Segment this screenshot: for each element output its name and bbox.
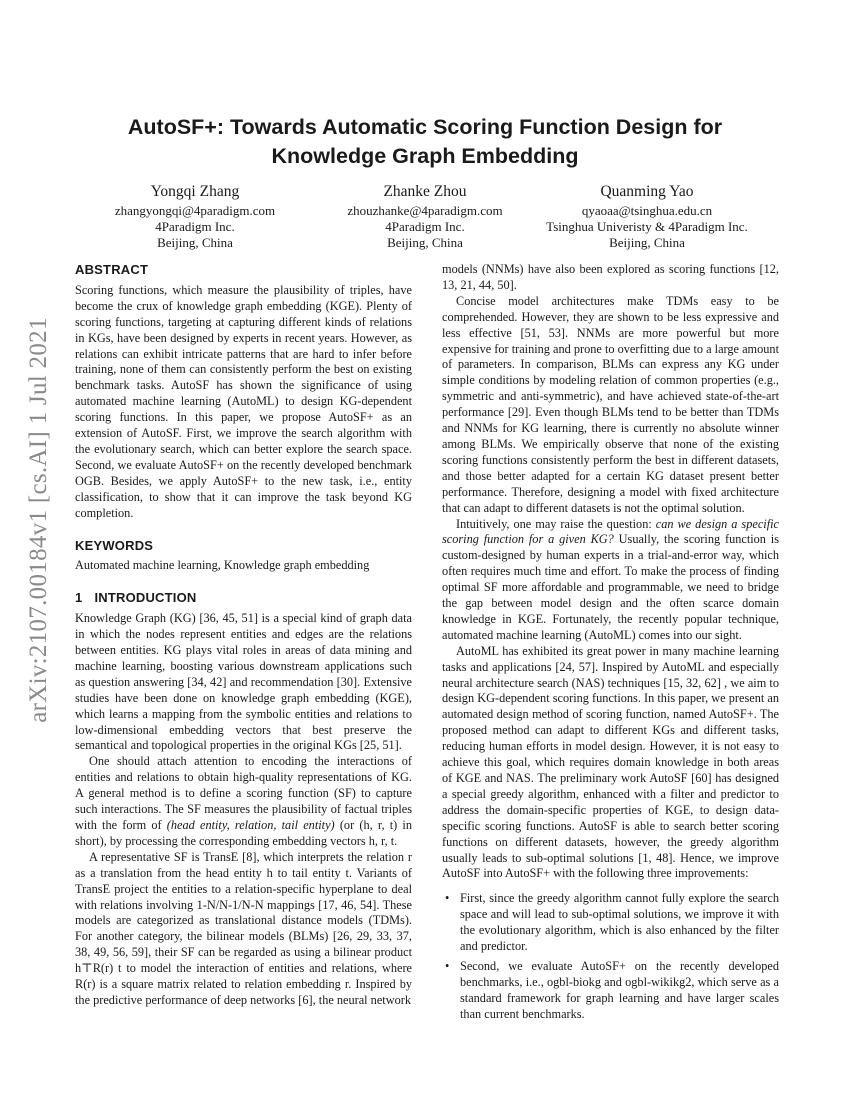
list-item: • First, since the greedy algorithm cannot fully explore the search space and will lead to sub-optimal solutions, we improve it with the evolutionary algorithm, which is also enhanced by the filter and predictor. — [442, 891, 779, 955]
research-question-italic: can we design a specific scoring function for a given KG? — [442, 516, 779, 547]
intro-paragraph-6-end: Usually, the scoring function is custom-designed by human experts in a trial-and-error way, which often requires much time and effort. To make the process of finding optimal SF more affordable and programmable, we need to bridge the gap between model design and the often scarce domain knowledge in KGE. Fortunately, the recently popular technique, automated machine learning (AutoML) comes into our sight. — [442, 532, 780, 642]
arxiv-identifier: arXiv:2107.00184v1 [cs.AI] 1 Jul 2021 — [25, 317, 52, 723]
author-name: Zhanke Zhou — [383, 183, 467, 200]
section-number: 1 — [75, 590, 83, 606]
author-location: Beijing, China — [387, 235, 463, 250]
author-location: Beijing, China — [157, 235, 233, 250]
author-name: Quanming Yao — [600, 183, 694, 200]
author-1 — [75, 181, 315, 251]
left-column — [75, 262, 412, 1009]
author-email: zhangyongqi@4paradigm.com — [114, 203, 276, 218]
triple-form-italic: (head entity, relation, tail entity) — [166, 818, 335, 832]
author-3 — [527, 181, 767, 251]
author-location: Beijing, China — [609, 235, 685, 250]
intro-paragraph-5: Concise model architectures make TDMs easy to be comprehended. However, they are shown to be less expressive and less effective [51, 53]. NNMs are more powerful but more expensive for training and prone to overfitting due to a large amount of parameters. In comparison, BLMs can express any KG under simple conditions by modeling relation of common properties (e.g., symmetric and anti-symmetric), and have achieved state-of-the-art performance [29]. Even though BLMs tend to be better than TDMs and NNMs for KG learning, there is currently no absolute winner among BLMs. We empirically observe that none of the existing scoring functions consistently perform the best in different datasets, and those better adapted for a certain KG dataset present better performance. Therefore, designing a model with fixed architecture that can adapt to different datasets is not the optimal solution. — [442, 293, 779, 515]
abstract-heading: ABSTRACT — [75, 262, 149, 277]
author-email: qyaoaa@tsinghua.edu.cn — [581, 203, 713, 218]
arxiv-sidebar-stamp — [16, 317, 62, 723]
author-name: Yongqi Zhang — [150, 183, 240, 200]
intro-paragraph-7: AutoML has exhibited its great power in many machine learning tasks and applications [24, 57]. Inspired by AutoML and especially neural architecture search (NAS) techniques [15, 32, 62] , we aim to design KG-dependent scoring functions. In this paper, we present an automated design method of scoring function, named AutoSF+. The proposed method can adapt to different KGs and different tasks, reducing human efforts in model design. However, it is not easy to achieve this goal, which requires domain knowledge in both areas of KGE and NAS. The preliminary work AutoSF [60] has designed a special greedy algorithm, enhanced with a filter and predictor to address the domain-specific properties of KGE, to design data-specific scoring functions. AutoSF is able to search better scoring functions on different datasets, however, the greedy algorithm usually leads to sub-optimal solutions [1, 48]. Hence, we improve AutoSF into AutoSF+ with the following three improvements: — [442, 643, 779, 881]
section-title: INTRODUCTION — [94, 590, 197, 606]
right-column — [442, 262, 779, 1027]
keywords-heading: KEYWORDS — [75, 537, 154, 553]
list-item: • Second, we evaluate AutoSF+ on the recently developed benchmarks, i.e., ogbl-biokg and ogbl-wikikg2, which serve as a standard framework for graph learning and have larger scales than current benchmarks. — [442, 959, 779, 1023]
abstract-text: Scoring functions, which measure the plausibility of triples, have become the crux of knowledge graph embedding (KGE). Plenty of scoring functions, targeting at capturing different kinds of relations in KGs, have been designed by experts in recent years. However, as relations can exhibit intricate patterns that are hard to infer before training, none of them can consistently perform the best on existing benchmark tasks. AutoSF has shown the significance of using automated machine learning (AutoML) to design KG-dependent scoring functions. In this paper, we propose AutoSF+ as an extension of AutoSF. First, we improve the search algorithm with the evolutionary search, which can better explore the search space. Second, we evaluate AutoSF+ on the recently developed benchmark OGB. Besides, we apply AutoSF+ to the new task, i.e., entity classification, to show that it can improve the task beyond KG completion. — [75, 282, 412, 520]
author-affiliation: Tsinghua Univeristy & 4Paradigm Inc. — [546, 219, 748, 234]
paper-title: AutoSF+: Towards Automatic Scoring Function Design for Knowledge Graph Embedding — [127, 115, 723, 168]
intro-paragraph-3: A representative SF is TransE [8], which interprets the relation r as a translation from the head entity h to tail entity t. Variants of TransE project the entities to a relation-specific hyperplane to deal with relations involving 1-N/N-1/N-N mappings [17, 46, 54]. These models are categorized as translational distance models (TDMs). For another category, the bilinear models (BLMs) [26, 29, 33, 37, 38, 49, 56, 59], their SF can be regarded as using a bilinear product h⊤R(r) t to model the interaction of entities and relations, where R(r) is a square matrix related to relation embedding r. Inspired by the predictive performance of deep networks [6], the neural network — [75, 849, 412, 1007]
keywords-text: Automated machine learning, Knowledge graph embedding — [75, 558, 370, 573]
author-email: zhouzhanke@4paradigm.com — [347, 203, 503, 218]
intro-paragraph-1: Knowledge Graph (KG) [36, 45, 51] is a special kind of graph data in which the nodes represent entities and edges are the relations between entities. KG plays vital roles in areas of data mining and machine learning, boosting various downstream applications such as question answering [34, 42] and recommendation [30]. Extensive studies have been done on knowledge graph embedding (KGE), which learns a mapping from the symbolic entities and relations to low-dimensional embedding vectors that best preserve the semantical and topological properties in the original KGs [25, 51]. — [75, 611, 412, 753]
author-affiliation: 4Paradigm Inc. — [155, 219, 235, 234]
intro-paragraph-6 — [442, 517, 779, 644]
author-2 — [305, 181, 545, 251]
intro-paragraph-6-start: Intuitively, one may raise the question: — [456, 516, 656, 531]
intro-paragraph-2-end: (or (h, r, t) in short), by processing the corresponding embedding vectors h, r, t. — [75, 818, 412, 848]
intro-paragraph-2 — [75, 754, 412, 849]
author-affiliation: 4Paradigm Inc. — [385, 219, 465, 234]
introduction-heading — [75, 590, 412, 606]
author-block — [75, 181, 775, 251]
intro-paragraph-4: models (NNMs) have also been explored as scoring functions [12, 13, 21, 44, 50]. — [442, 262, 779, 292]
intro-paragraph-2-start: One should attach attention to encoding the interactions of entities and relations to obtain high-quality representations of KG. A general method is to define a scoring function (SF) to capture such interactions. The SF measures the plausibility of factual triples with the form of — [75, 754, 412, 832]
improvements-list — [442, 891, 779, 1022]
